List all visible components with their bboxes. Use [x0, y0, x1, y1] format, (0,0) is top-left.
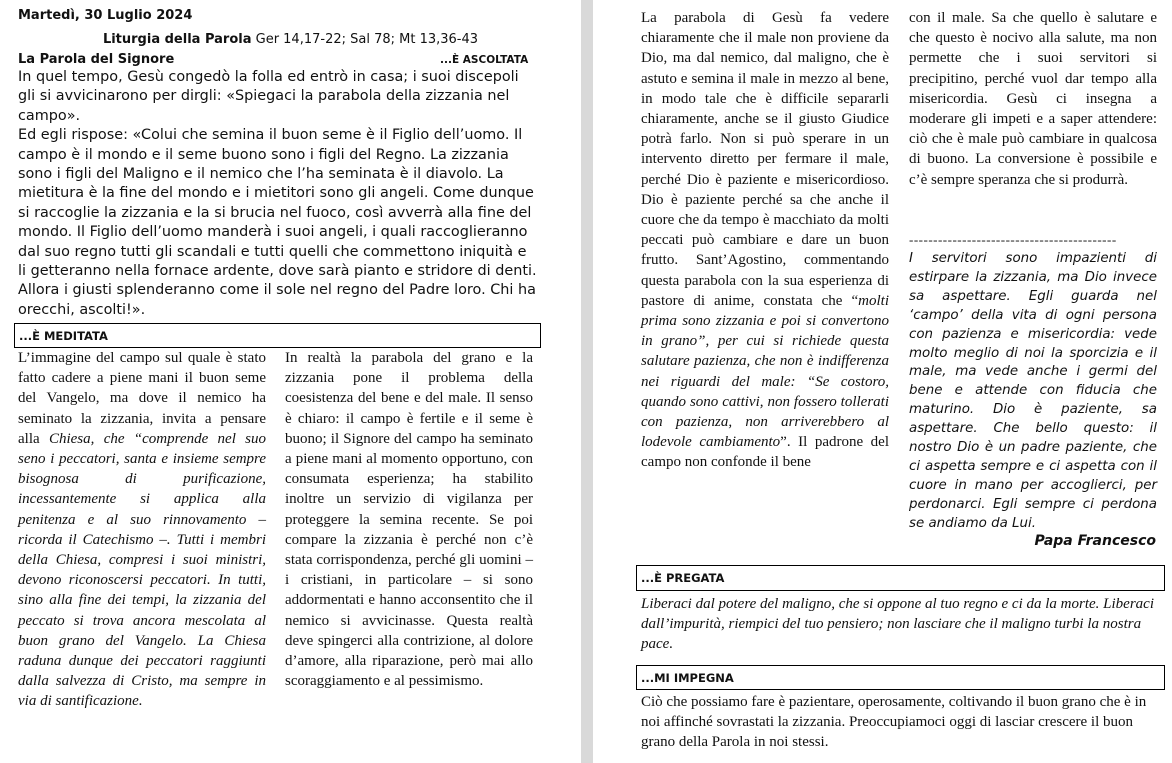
meditation-column-1 — [18, 348, 266, 712]
meditation-column-2: In realtà la parabola del grano e la zizzania pone il problema della coesistenza del bene e del male. Il senso è chiaro: il campo è fertile e il seme è buono; il Signore del campo ha seminato a piene mani al momento opportuno, con consumata esperienza; ha stabilito inoltre un servizio di vigilanza per proteggere la semina recente. Se poi compare la zizzania è perché non c’è stata corrispondenza, perché gli uomini – i cristiani, in particolare – si sono addormentati e hanno acconsentito che il nemico si avvicinasse. Questa realtà deve spingerci alla contrizione, al dolore d’amore, alla riparazione, però mai allo scoraggiamento e al pessimismo. — [285, 350, 533, 690]
liturgy-line — [0, 32, 581, 47]
gospel-text — [18, 68, 538, 320]
meditation-italic-text: molti prima sono zizzania e poi si convertono in grano”, per cui si richiede questa salutare pazienza, che non è indifferenza nei riguardi del male: “Se costoro, quando sono cattivi, non fossero tollerati con pazienza, non arriverebbero al lodevole cambiamento — [641, 292, 889, 451]
meditata-header-box — [14, 323, 541, 348]
meditation-text: L’immagine del campo sul quale è stato fatto cadere a piene mani il buon seme del Vangelo, ma dove il nemico ha seminato la zizzania, invita a pensare alla — [18, 350, 266, 447]
meditata-label: ...È MEDITATA — [19, 328, 108, 343]
pope-quote: I servitori sono impazienti di estirpare la zizzania, ma Dio invece sa aspettare. Egli guarda nel ‘campo’ della vita di ogni persona con pazienza e misericordia: vede molto meglio di noi la sporcizia e il male, ma vede anche i germi del bene e attende con fiducia che maturino. Dio è paziente, sa aspettare. Che bello questo: il nostro Dio è un padre paziente, che ci aspetta sempre e ci aspetta con il cuore in mano per accoglierci, per perdonarci. Egli sempre ci perdona se andiamo da Lui. — [909, 251, 1157, 531]
page-gutter — [581, 0, 593, 763]
meditation-column-4: con il male. Sa che quello è salutare e che questo è nocivo alla salute, ma non permette che i suoi servitori si precipitino, perché vuol dar tempo alla misericordia. Gesù ci insegna a moderare gli impeti e a saper attendere: ciò che è male può cambiare in qualcosa di buono. La conversione è possibile e c’è sempre speranza che si produrrà. — [909, 10, 1157, 188]
meditation-column-3 — [641, 8, 889, 473]
quote-separator: ------------------------------------------- — [909, 232, 1117, 247]
section-title: La Parola del Signore — [18, 52, 175, 67]
gospel-paragraph: Ed egli rispose: «Colui che semina il buon seme è il Figlio dell’uomo. Il campo è il mondo e il seme buono sono i figli del Regno. La zizzania sono i figli del Maligno e il nemico che l’ha seminata è il diavolo. La mietitura è la fine del mondo e i mietitori sono gli angeli. Come dunque si raccoglie la zizzania e la si brucia nel fuoco, così avverrà alla fine del mondo. Il Figlio dell’uomo manderà i suoi angeli, i quali raccoglieranno dal suo regno tutti gli scandali e tutti quelli che commettono iniquità e li getteranno nella fornace ardente, dove sarà pianto e stridore di denti. Allora i giusti splenderanno come il sole nel regno del Padre loro. Chi ha orecchi, ascolti!». — [18, 127, 537, 318]
impegna-label: ...MI IMPEGNA — [641, 670, 734, 685]
meditation-text: ”. Il padrone del campo non confonde il bene — [641, 434, 889, 471]
section-tag-ascoltata: ...È ASCOLTATA — [440, 54, 529, 66]
pregata-label: ...È PREGATA — [641, 571, 725, 585]
pregata-header-box — [636, 565, 1165, 591]
liturgy-label: Liturgia della Parola — [102, 32, 252, 47]
commitment-text: Ciò che possiamo fare è pazientare, operosamente, coltivando il buon grano che è in noi affinché sovrastati la zizzania. Preoccupiamoci oggi di lasciar crescere il buon grano della Parola in noi stessi. — [641, 694, 1147, 750]
gospel-paragraph: In quel tempo, Gesù congedò la folla ed entrò in casa; i suoi discepoli gli si avvicinarono per dirgli: «Spiegaci la parabola della zizzania nel campo». — [18, 69, 519, 124]
date-heading: Martedì, 30 Luglio 2024 — [18, 8, 193, 23]
meditation-text: La parabola di Gesù fa vedere chiaramente che il male non proviene da Dio, ma dal nemico, dal maligno, che è astuto e semina il male in mezzo al bene, in modo tale che è difficile separarli chiaramente, anche se il giusto Giudice potrà farlo. Non si può sperare in un intervento diretto per fermare il male, perché Dio è paziente e misericordioso. Dio è paziente perché sa che anche il cuore che da tempo è macchiato da molti peccati può cambiare e dare un buon frutto. Sant’Agostino, commentando questa parabola con la sua esperienza di pastore di anime, constata che “ — [641, 10, 889, 309]
prayer-text: Liberaci dal potere del maligno, che si oppone al tuo regno e ci da la morte. Liberaci dall’impurità, riempici del tuo pensiero; non lasciare che il maligno turbi la nostra pace. — [641, 596, 1154, 652]
impegna-header-box — [636, 665, 1165, 690]
liturgy-refs: Ger 14,17-22; Sal 78; Mt 13,36-43 — [251, 32, 479, 47]
meditation-italic-text: Chiesa, che “comprende nel suo seno i peccatori, santa e insieme sempre bisognosa di purificazione, incessantemente si applica alla penitenza e al suo rinnovamento – ricorda il Catechismo –. Tutti i membri della Chiesa, compresi i suoi ministri, devono riconoscersi peccatori. In tutti, sino alla fine dei tempi, la zizzania del peccato si trova ancora mescolata al buon grano del Vangelo. La Chiesa raduna dunque dei peccatori raggiunti dalla salvezza di Cristo, ma sempre in via di santificazione. — [18, 430, 267, 710]
quote-signature: Papa Francesco — [1034, 533, 1156, 549]
